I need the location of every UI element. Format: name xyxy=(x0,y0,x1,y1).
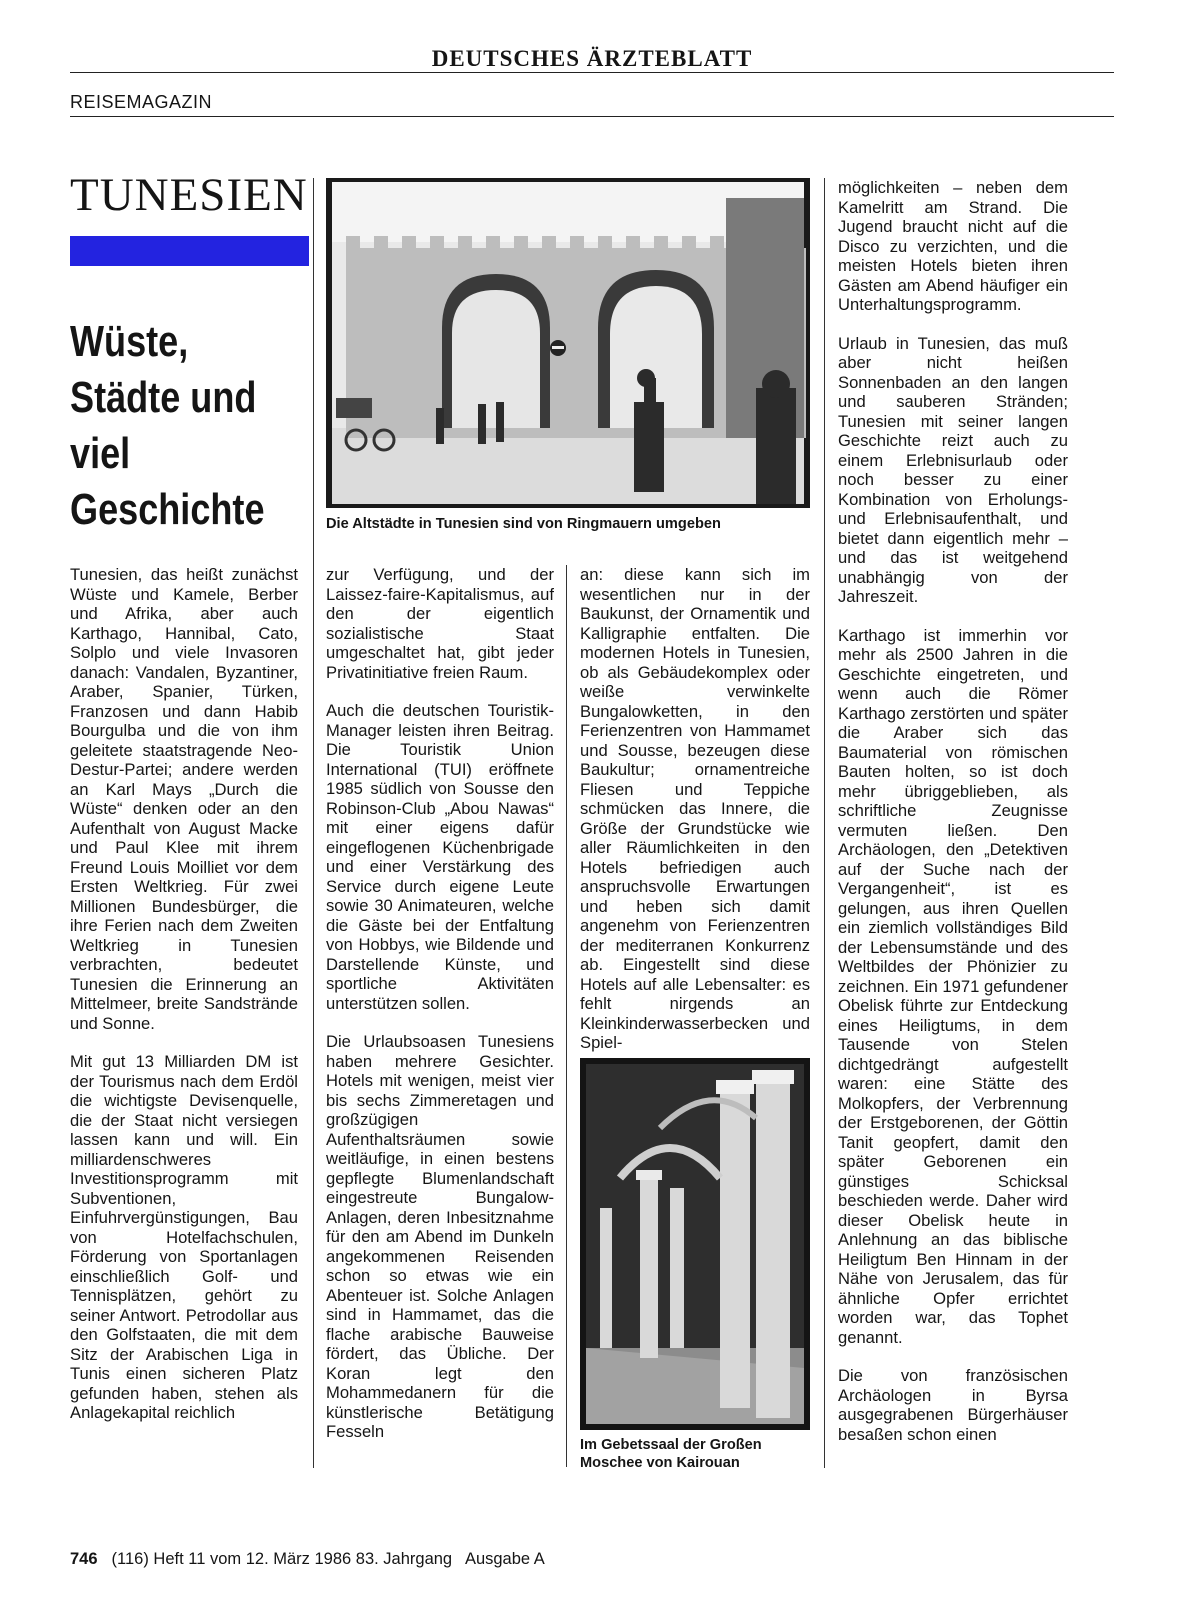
issue-info: (116) Heft 11 vom 12. März 1986 83. Jahrgang Ausgabe A xyxy=(111,1550,545,1568)
paragraph: zur Verfügung, und der Laissez-faire-Kapitalismus, auf den der eigentlich sozialistische Staat umgeschaltet hat, gibt jeder Privatinitiative freien Raum. xyxy=(326,565,554,682)
journal-masthead: DEUTSCHES ÄRZTEBLATT xyxy=(431,46,753,71)
article-column-4 xyxy=(838,178,1068,1444)
article-country-title: TUNESIEN xyxy=(70,169,308,221)
article-column-1 xyxy=(70,565,298,1423)
mosque-illustration xyxy=(580,1058,810,1430)
article-headline: Wüste, Städte und viel Geschichte xyxy=(70,317,265,534)
paragraph: Mit gut 13 Milliarden DM ist der Tourismus nach dem Erdöl die wichtigste Devisenquelle, die der Staat nicht versiegen lassen kann und will. Ein milliardenschweres Investitionsprogramm mit Subventionen, Einfuhrvergünstigungen, Bau von Hotelfachschulen, Förderung von Sportanlagen einschließlich Golf- und Tennisplätzen, gehört zu seiner Antwort. Petrodollar aus den Golfstaaten, die mit dem Sitz der Arabischen Liga in Tunis einen sicheren Platz gefunden haben, stehen als Anlagekapital reichlich xyxy=(70,1052,298,1422)
article-column-2 xyxy=(326,565,554,1442)
paragraph: Karthago ist immerhin vor mehr als 2500 Jahren in die Geschichte eingetreten, und wenn auch die Römer Karthago zerstörten und später die Araber sich das Baumaterial von römischen Bauten holten, so ist doch mehr übriggeblieben, als schriftliche Zeugnisse vermuten ließen. Den Archäologen, den „Detektiven auf der Suche nach der Vergangenheit“, ist es gelungen, aus ihren Quellen ein ziemlich vollständiges Bild der Lebensumstände und des Weltbildes der Phönizier zu zeichnen. Ein 1971 gefundener Obelisk führte zur Entdeckung eines Heiligtums, in dem Tausende von Stelen dichtgedrängt aufgestellt waren: eine Stätte des Molkopfers, der Verbrennung der Erstgeborenen, der Göttin Tanit geopfert, damit den später Geborenen ein günstiges Schicksal beschieden werde. Daher wird dieser Obelisk heute in Anlehnung an das biblische Heiligtum Ben Hinnam in der Nähe von Jerusalem, das für ähnliche Opfer errichtet worden war, das Tophet genannt. xyxy=(838,625,1068,1347)
photo-city-gate-caption: Die Altstädte in Tunesien sind von Ringmauern umgeben xyxy=(326,516,721,532)
masthead-rule xyxy=(70,72,1114,73)
article-column-3 xyxy=(580,565,810,1053)
paragraph: Die von französischen Archäologen in Byrsa ausgegrabenen Bürgerhäuser besaßen schon einen xyxy=(838,1366,1068,1444)
column-divider xyxy=(566,565,567,1467)
paragraph: Auch die deutschen Touristik-Manager leisten ihren Beitrag. Die Touristik Union International (TUI) eröffnete 1985 südlich von Sousse den Robinson-Club „Abou Nawas“ mit einer eigens dafür eingeflogenen Küchenbrigade und einer Verstärkung des Service durch eigene Leute sowie 30 Animateuren, welche die Gäste bei der Entfaltung von Hobbys, wie Bildende und Darstellende Künste, und sportliche Aktivitäten unterstützen sollen. xyxy=(326,701,554,1013)
page-footer xyxy=(70,1550,545,1569)
photo-city-gate xyxy=(326,178,810,508)
paragraph: Die Urlaubsoasen Tunesiens haben mehrere Gesichter. Hotels mit wenigen, meist vier bis sechs Zimmeretagen und großzügigen Aufenthaltsräumen sowie weitläufige, in einen bestens gepflegte Blumenlandschaft eingestreute Bungalow-Anlagen, deren Inbesitznahme für den am Abend im Dunkeln angekommenen Reisenden schon so etwas wie ein Abenteuer ist. Solche Anlagen sind in Hammamet, das die flache arabische Bauweise fördert, das Übliche. Der Koran legt den Mohammedanern für die künstlerische Betätigung Fesseln xyxy=(326,1032,554,1441)
accent-bar xyxy=(70,236,309,266)
column-divider xyxy=(313,178,314,1468)
city-gate-illustration xyxy=(326,178,810,508)
paragraph: Urlaub in Tunesien, das muß aber nicht heißen Sonnenbaden an den langen und sauberen Stränden; Tunesien mit seiner langen Geschichte reizt auch zu einem Erlebnisurlaub oder noch besser zu einer Kombination von Erholungs- und Erlebnisaufenthalt, und bietet dann eigentlich mehr – und das ist weitgehend unabhängig von der Jahreszeit. xyxy=(838,333,1068,606)
section-label: REISEMAGAZIN xyxy=(70,92,213,112)
paragraph: Tunesien, das heißt zunächst Wüste und Kamele, Berber und Afrika, aber auch Karthago, Hannibal, Cato, Solplo und viele Invasoren danach: Vandalen, Byzantiner, Araber, Spanier, Türken, Franzosen und dann Habib Bourgulba und die von ihm geleitete staatstragende Neo-Destur-Partei; andere werden an Karl Mays „Durch die Wüste“ denken oder an den Aufenthalt von August Macke und Paul Klee mit ihrem Freund Louis Moilliet vor dem Ersten Weltkrieg. Für zwei Millionen Bundesbürger, die ihre Ferien nach dem Zweiten Weltkrieg in Tunesien verbrachten, bedeutet Tunesien die Erinnerung an Mittelmeer, breite Sandstrände und Sonne. xyxy=(70,565,298,1033)
page-number: 746 xyxy=(70,1550,98,1568)
photo-mosque-caption: Im Gebetssaal der Großen Moschee von Kairouan xyxy=(580,1437,762,1471)
column-divider xyxy=(824,178,825,1468)
photo-mosque-kairouan xyxy=(580,1058,810,1430)
paragraph: möglichkeiten – neben dem Kamelritt am Strand. Die Jugend braucht nicht auf die Disco zu verzichten, und die meisten Hotels bieten ihren Gästen am Abend häufiger ein Unterhaltungsprogramm. xyxy=(838,178,1068,314)
paragraph: an: diese kann sich im wesentlichen nur in der Baukunst, der Ornamentik und Kalligraphie entfalten. Die modernen Hotels in Tunesien, ob als Gebäudekomplex oder weiße verwinkelte Bungalowketten, in den Ferienzentren von Hammamet und Sousse, bezeugen diese Baukultur; ornamentreiche Fliesen und Teppiche schmücken das Innere, die Größe der Grundstücke wie aller Räumlichkeiten in den Hotels befriedigen auch anspruchsvolle Erwartungen und heben sich damit angenehm von Ferienzentren der mediterranen Konkurrenz ab. Eingestellt sind diese Hotels auf alle Lebensalter: es fehlt nirgends an Kleinkinderwasserbecken und Spiel- xyxy=(580,565,810,1052)
section-rule xyxy=(70,116,1114,117)
